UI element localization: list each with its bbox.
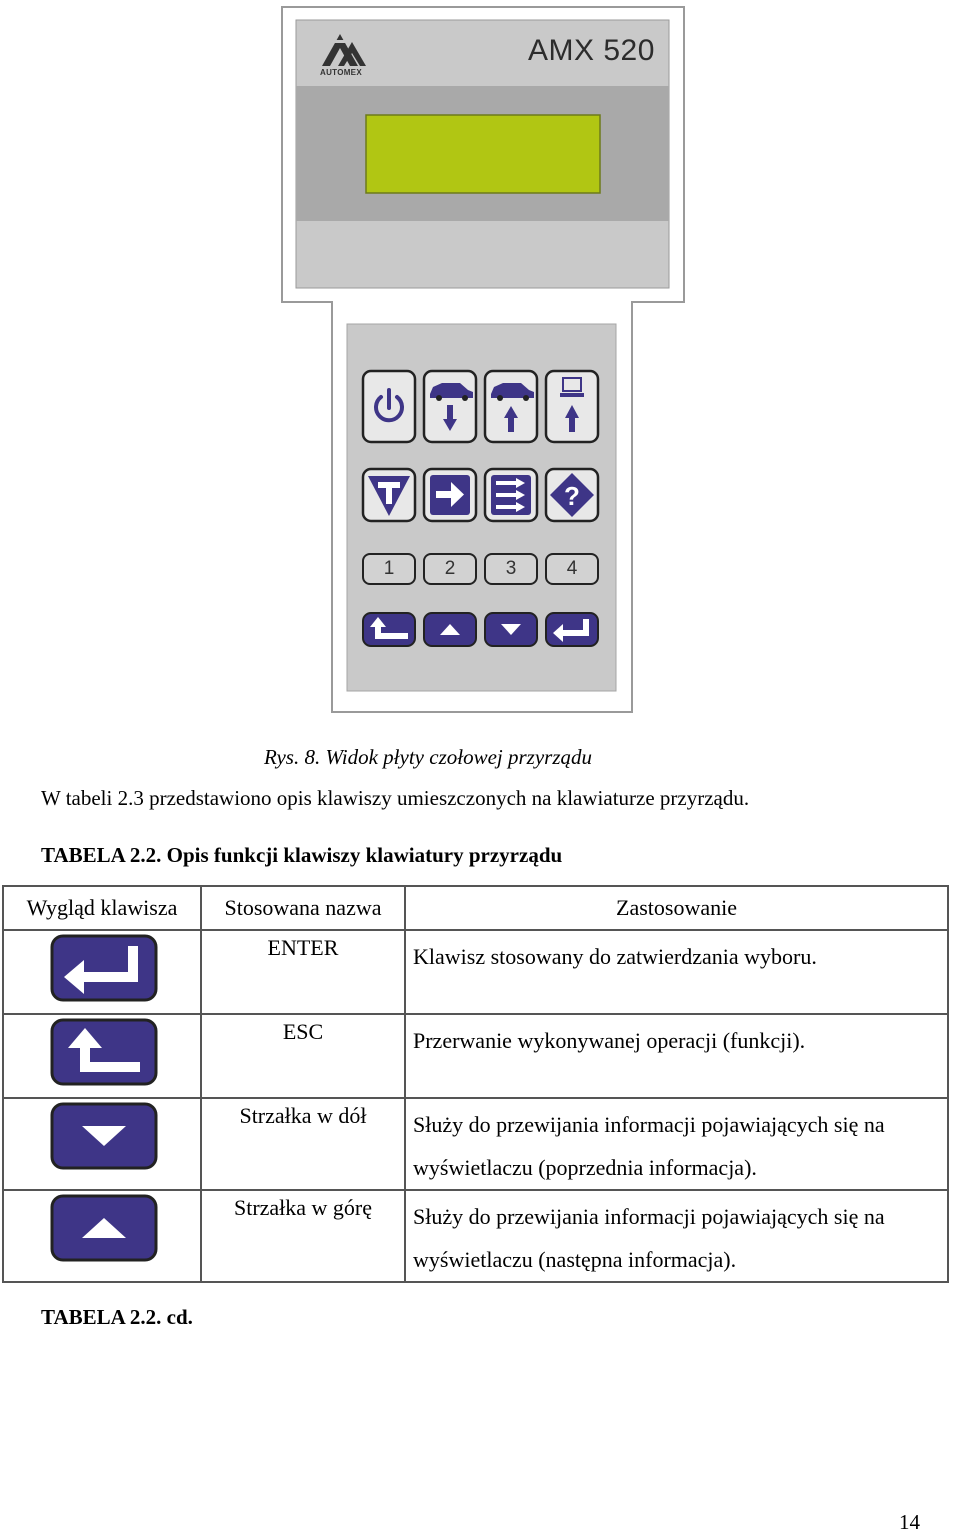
header-key-look: Wygląd klawisza — [3, 886, 201, 930]
multi-arrow-right-icon — [491, 475, 531, 515]
brand-name: AUTOMEX — [320, 68, 362, 77]
key-name-cell: ENTER — [201, 930, 405, 1014]
key-use-cell: Służy do przewijania informacji pojawiających się na wyświetlaczu (poprzednia informacja). — [405, 1098, 948, 1190]
enter-key[interactable] — [546, 613, 598, 646]
esc-key-image — [50, 1018, 158, 1086]
lcd-display — [366, 115, 600, 193]
table-header-row — [3, 886, 948, 930]
device-front-panel — [0, 0, 960, 720]
t-key[interactable] — [363, 469, 415, 521]
help-key[interactable] — [546, 469, 598, 521]
device-drawing — [0, 0, 960, 720]
table-continued-title: TABELA 2.2. cd. — [41, 1305, 193, 1329]
table-row — [3, 930, 948, 1014]
key-name-cell: ESC — [201, 1014, 405, 1098]
key-use-cell: Klawisz stosowany do zatwierdzania wyboru. — [405, 930, 948, 1014]
key-function-table — [2, 885, 949, 1283]
arrow-down-key-image — [50, 1102, 158, 1170]
arrow-right-icon — [430, 475, 470, 515]
power-key[interactable] — [363, 371, 415, 442]
multi-arrow-right-key[interactable] — [485, 469, 537, 521]
esc-key[interactable] — [363, 613, 415, 646]
number-key-label: 2 — [444, 558, 456, 579]
car-upload-key[interactable] — [485, 371, 537, 442]
arrow-up-key[interactable] — [424, 613, 476, 646]
intro-paragraph: W tabeli 2.3 przedstawiono opis klawiszy umieszczonych na klawiaturze przyrządu. — [41, 786, 750, 810]
model-name: AMX 520 — [528, 34, 655, 67]
table-row — [3, 1014, 948, 1098]
header-key-name: Stosowana nazwa — [201, 886, 405, 930]
computer-upload-key[interactable] — [546, 371, 598, 442]
arrow-down-key[interactable] — [485, 613, 537, 646]
key-name-cell: Strzałka w dół — [201, 1098, 405, 1190]
table-row — [3, 1190, 948, 1282]
number-key-label: 3 — [505, 558, 517, 579]
number-key-label: 4 — [566, 558, 578, 579]
number-key-label: 1 — [383, 558, 395, 579]
key-look-cell — [3, 930, 201, 1014]
figure-caption: Rys. 8. Widok płyty czołowej przyrządu — [264, 745, 592, 769]
key-name-cell: Strzałka w górę — [201, 1190, 405, 1282]
key-look-cell — [3, 1014, 201, 1098]
table-row — [3, 1098, 948, 1190]
key-look-cell — [3, 1190, 201, 1282]
key-look-cell — [3, 1098, 201, 1190]
arrow-right-key[interactable] — [424, 469, 476, 521]
key-use-cell: Służy do przewijania informacji pojawiających się na wyświetlaczu (następna informacja). — [405, 1190, 948, 1282]
arrow-up-key-image — [50, 1194, 158, 1262]
svg-text:?: ? — [564, 481, 580, 511]
table-title: TABELA 2.2. Opis funkcji klawiszy klawiatury przyrządu — [41, 843, 563, 867]
key-use-cell: Przerwanie wykonywanej operacji (funkcji). — [405, 1014, 948, 1098]
page-number: 14 — [899, 1510, 920, 1534]
header-key-use: Zastosowanie — [405, 886, 948, 930]
car-download-key[interactable] — [424, 371, 476, 442]
enter-key-image — [50, 934, 158, 1002]
